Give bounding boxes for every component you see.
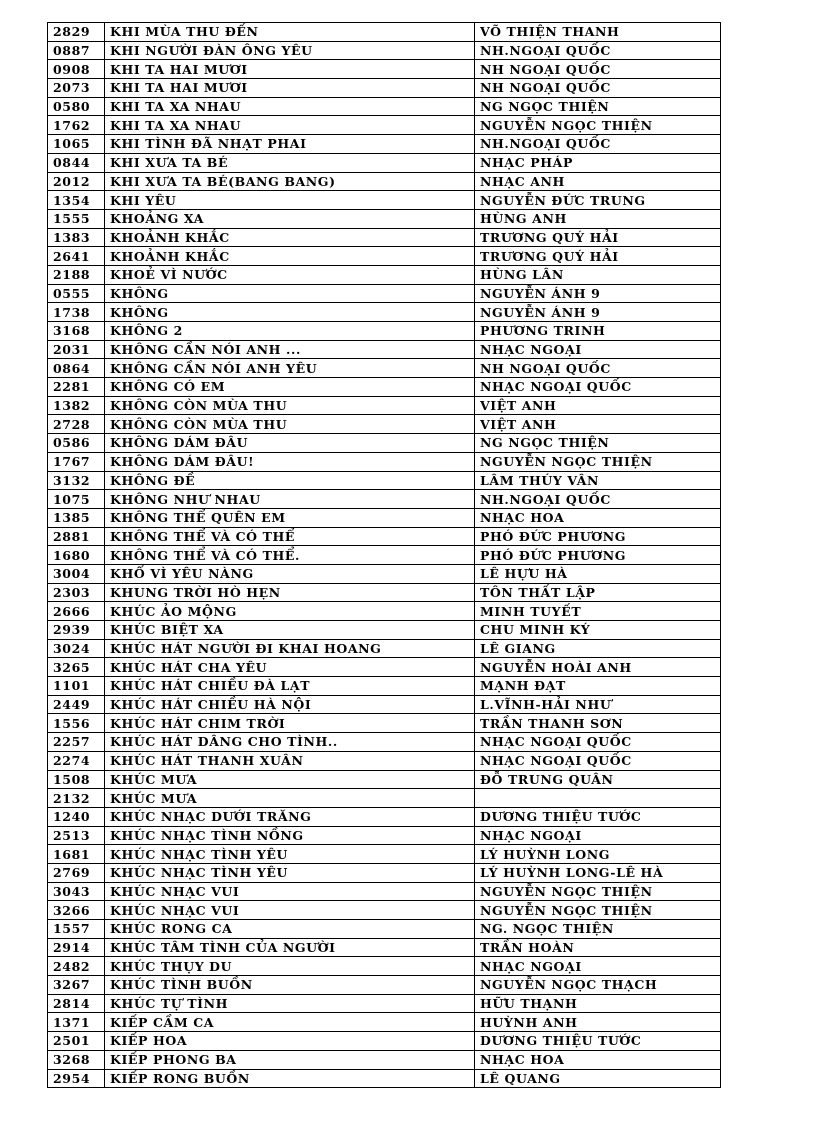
- song-artist-cell: DƯƠNG THIỆU TƯỚC: [475, 1032, 721, 1051]
- song-artist-cell: NG. NGỌC THIỆN: [475, 920, 721, 939]
- song-code-cell: 0844: [48, 153, 105, 172]
- table-row: [48, 639, 721, 658]
- table-row: [48, 583, 721, 602]
- song-code-cell: 3268: [48, 1050, 105, 1069]
- table-row: [48, 1032, 721, 1051]
- song-code-cell: 2513: [48, 826, 105, 845]
- song-title-cell: KHÔNG THỂ VÀ CÓ THỂ.: [105, 546, 475, 565]
- song-title-cell: KHÔNG NHƯ NHAU: [105, 490, 475, 509]
- song-title-cell: KHÔNG CẦN NÓI ANH ...: [105, 340, 475, 359]
- song-title-cell: KHOẢNG XA: [105, 209, 475, 228]
- song-code-cell: 0586: [48, 434, 105, 453]
- song-code-cell: 1065: [48, 135, 105, 154]
- song-title-cell: KHUNG TRỜI HÒ HẸN: [105, 583, 475, 602]
- table-row: [48, 957, 721, 976]
- table-row: [48, 396, 721, 415]
- song-artist-cell: NH.NGOẠI QUỐC: [475, 490, 721, 509]
- song-code-cell: 1508: [48, 770, 105, 789]
- song-title-cell: KHỔ VÌ YÊU NÀNG: [105, 564, 475, 583]
- song-artist-cell: CHU MINH KÝ: [475, 621, 721, 640]
- song-artist-cell: TRẦN THANH SƠN: [475, 714, 721, 733]
- song-artist-cell: NGUYỄN ÁNH 9: [475, 303, 721, 322]
- song-artist-cell: NGUYỄN NGỌC THIỆN: [475, 452, 721, 471]
- song-artist-cell: NH.NGOẠI QUỐC: [475, 41, 721, 60]
- table-row: [48, 845, 721, 864]
- table-row: [48, 920, 721, 939]
- song-artist-cell: LÊ QUANG: [475, 1069, 721, 1088]
- song-code-cell: 2449: [48, 695, 105, 714]
- song-code-cell: 1383: [48, 228, 105, 247]
- table-row: [48, 322, 721, 341]
- song-title-cell: KHI TA HAI MƯƠI: [105, 79, 475, 98]
- table-row: [48, 714, 721, 733]
- song-artist-cell: DƯƠNG THIỆU TƯỚC: [475, 807, 721, 826]
- table-row: [48, 209, 721, 228]
- table-row: [48, 79, 721, 98]
- song-artist-cell: PHƯƠNG TRINH: [475, 322, 721, 341]
- table-row: [48, 359, 721, 378]
- table-row: [48, 807, 721, 826]
- song-code-cell: 1557: [48, 920, 105, 939]
- song-title-cell: KHÚC HÁT THANH XUÂN: [105, 751, 475, 770]
- table-row: [48, 621, 721, 640]
- song-code-cell: 2012: [48, 172, 105, 191]
- song-artist-cell: MINH TUYẾT: [475, 602, 721, 621]
- song-artist-cell: NHẠC NGOẠI: [475, 826, 721, 845]
- song-artist-cell: NHẠC ANH: [475, 172, 721, 191]
- song-artist-cell: ĐỖ TRUNG QUÂN: [475, 770, 721, 789]
- table-row: [48, 490, 721, 509]
- song-title-cell: KHÚC NHẠC DƯỚI TRĂNG: [105, 807, 475, 826]
- song-title-cell: KIẾP HOA: [105, 1032, 475, 1051]
- table-row: [48, 1013, 721, 1032]
- table-row: [48, 434, 721, 453]
- table-row: [48, 695, 721, 714]
- table-row: [48, 733, 721, 752]
- table-row: [48, 247, 721, 266]
- song-artist-cell: NH NGOẠI QUỐC: [475, 79, 721, 98]
- song-title-cell: KHI MÙA THU ĐẾN: [105, 23, 475, 42]
- song-list-table: [47, 22, 721, 1088]
- song-title-cell: KHÔNG CÓ EM: [105, 378, 475, 397]
- song-code-cell: 1767: [48, 452, 105, 471]
- song-artist-cell: TRƯƠNG QUÝ HẢI: [475, 228, 721, 247]
- song-list-body: [48, 23, 721, 1088]
- song-code-cell: 3168: [48, 322, 105, 341]
- song-artist-cell: PHÓ ĐỨC PHƯƠNG: [475, 527, 721, 546]
- song-title-cell: KHÚC NHẠC VUI: [105, 901, 475, 920]
- table-row: [48, 415, 721, 434]
- song-title-cell: KHOẢNH KHẮC: [105, 228, 475, 247]
- song-title-cell: KHÔNG CẦN NÓI ANH YÊU: [105, 359, 475, 378]
- table-row: [48, 378, 721, 397]
- table-row: [48, 508, 721, 527]
- song-title-cell: KHI XƯA TA BÉ: [105, 153, 475, 172]
- table-row: [48, 901, 721, 920]
- table-row: [48, 826, 721, 845]
- song-artist-cell: VIỆT ANH: [475, 396, 721, 415]
- song-title-cell: KHÚC NHẠC VUI: [105, 882, 475, 901]
- table-row: [48, 564, 721, 583]
- song-code-cell: 1681: [48, 845, 105, 864]
- song-artist-cell: MẠNH ĐẠT: [475, 677, 721, 696]
- song-title-cell: KHÚC NHẠC TÌNH YÊU: [105, 845, 475, 864]
- song-artist-cell: NH NGOẠI QUỐC: [475, 60, 721, 79]
- table-row: [48, 770, 721, 789]
- song-title-cell: KHI TA XA NHAU: [105, 116, 475, 135]
- song-code-cell: 0864: [48, 359, 105, 378]
- song-title-cell: KIẾP RONG BUỒN: [105, 1069, 475, 1088]
- song-code-cell: 1354: [48, 191, 105, 210]
- song-artist-cell: NHẠC NGOẠI: [475, 340, 721, 359]
- table-row: [48, 546, 721, 565]
- table-row: [48, 1050, 721, 1069]
- song-artist-cell: LÝ HUỲNH LONG: [475, 845, 721, 864]
- table-row: [48, 602, 721, 621]
- table-row: [48, 153, 721, 172]
- song-artist-cell: NG NGỌC THIỆN: [475, 97, 721, 116]
- table-row: [48, 228, 721, 247]
- song-code-cell: 1240: [48, 807, 105, 826]
- song-title-cell: KHÔNG THỂ QUÊN EM: [105, 508, 475, 527]
- table-row: [48, 976, 721, 995]
- song-code-cell: 2881: [48, 527, 105, 546]
- song-artist-cell: NGUYỄN ĐỨC TRUNG: [475, 191, 721, 210]
- song-title-cell: KIẾP CẦM CA: [105, 1013, 475, 1032]
- table-row: [48, 1069, 721, 1088]
- song-code-cell: 1382: [48, 396, 105, 415]
- song-title-cell: KHÚC HÁT NGƯỜI ĐI KHAI HOANG: [105, 639, 475, 658]
- song-title-cell: KHÔNG DÁM ĐÂU: [105, 434, 475, 453]
- song-code-cell: 2954: [48, 1069, 105, 1088]
- song-artist-cell: NHẠC PHÁP: [475, 153, 721, 172]
- song-artist-cell: L.VĨNH-HẢI NHƯ: [475, 695, 721, 714]
- song-title-cell: KHÔNG DÁM ĐÂU!: [105, 452, 475, 471]
- song-code-cell: 3004: [48, 564, 105, 583]
- song-title-cell: KHÚC HÁT CHA YÊU: [105, 658, 475, 677]
- song-artist-cell: NHẠC NGOẠI QUỐC: [475, 751, 721, 770]
- table-row: [48, 751, 721, 770]
- song-title-cell: KHI NGƯỜI ĐÀN ÔNG YÊU: [105, 41, 475, 60]
- table-row: [48, 172, 721, 191]
- song-artist-cell: NHẠC NGOẠI: [475, 957, 721, 976]
- song-artist-cell: HỮU THẠNH: [475, 994, 721, 1013]
- song-code-cell: 2482: [48, 957, 105, 976]
- song-artist-cell: LÊ GIANG: [475, 639, 721, 658]
- table-row: [48, 863, 721, 882]
- table-row: [48, 994, 721, 1013]
- song-title-cell: KHOẢNH KHẮC: [105, 247, 475, 266]
- song-title-cell: KHÚC BIỆT XA: [105, 621, 475, 640]
- song-code-cell: 2303: [48, 583, 105, 602]
- song-title-cell: KHÔNG THỂ VÀ CÓ THỂ: [105, 527, 475, 546]
- song-artist-cell: PHÓ ĐỨC PHƯƠNG: [475, 546, 721, 565]
- song-title-cell: KHÚC HÁT CHIM TRỜI: [105, 714, 475, 733]
- song-artist-cell: NGUYỄN NGỌC THIỆN: [475, 882, 721, 901]
- song-artist-cell: NH NGOẠI QUỐC: [475, 359, 721, 378]
- song-code-cell: 2641: [48, 247, 105, 266]
- song-code-cell: 2073: [48, 79, 105, 98]
- song-code-cell: 2829: [48, 23, 105, 42]
- song-code-cell: 2769: [48, 863, 105, 882]
- song-title-cell: KHI TA XA NHAU: [105, 97, 475, 116]
- table-row: [48, 191, 721, 210]
- song-title-cell: KHI TA HAI MƯƠI: [105, 60, 475, 79]
- song-code-cell: 2031: [48, 340, 105, 359]
- song-title-cell: KHÚC TỰ TÌNH: [105, 994, 475, 1013]
- song-artist-cell: LÊ HỰU HÀ: [475, 564, 721, 583]
- table-row: [48, 116, 721, 135]
- song-artist-cell: NGUYỄN NGỌC THIỆN: [475, 116, 721, 135]
- song-code-cell: 0555: [48, 284, 105, 303]
- table-row: [48, 471, 721, 490]
- song-title-cell: KHÚC MƯA: [105, 770, 475, 789]
- song-artist-cell: NGUYỄN HOÀI ANH: [475, 658, 721, 677]
- song-title-cell: KHI YÊU: [105, 191, 475, 210]
- song-title-cell: KHÚC THỤY DU: [105, 957, 475, 976]
- table-row: [48, 677, 721, 696]
- song-artist-cell: NH.NGOẠI QUỐC: [475, 135, 721, 154]
- table-row: [48, 340, 721, 359]
- song-code-cell: 1371: [48, 1013, 105, 1032]
- song-title-cell: KHOẺ VÌ NƯỚC: [105, 265, 475, 284]
- table-row: [48, 938, 721, 957]
- song-code-cell: 0908: [48, 60, 105, 79]
- table-row: [48, 135, 721, 154]
- song-code-cell: 1762: [48, 116, 105, 135]
- song-code-cell: 1385: [48, 508, 105, 527]
- song-code-cell: 2814: [48, 994, 105, 1013]
- song-title-cell: KHÔNG ĐỀ: [105, 471, 475, 490]
- song-artist-cell: [475, 789, 721, 808]
- song-artist-cell: NGUYỄN NGỌC THIỆN: [475, 901, 721, 920]
- song-artist-cell: NHẠC HOA: [475, 1050, 721, 1069]
- song-title-cell: KHÚC TÂM TÌNH CỦA NGƯỜI: [105, 938, 475, 957]
- song-code-cell: 2728: [48, 415, 105, 434]
- song-code-cell: 1555: [48, 209, 105, 228]
- song-code-cell: 3266: [48, 901, 105, 920]
- song-code-cell: 3265: [48, 658, 105, 677]
- song-artist-cell: NGUYỄN NGỌC THẠCH: [475, 976, 721, 995]
- song-title-cell: KHÚC MƯA: [105, 789, 475, 808]
- song-code-cell: 2501: [48, 1032, 105, 1051]
- song-title-cell: KHÔNG 2: [105, 322, 475, 341]
- song-title-cell: KHÔNG CÒN MÙA THU: [105, 415, 475, 434]
- song-code-cell: 2939: [48, 621, 105, 640]
- song-title-cell: KHÚC HÁT CHIỀU ĐÀ LẠT: [105, 677, 475, 696]
- song-title-cell: KHÚC NHẠC TÌNH YÊU: [105, 863, 475, 882]
- song-title-cell: KIẾP PHONG BA: [105, 1050, 475, 1069]
- song-title-cell: KHÔNG CÒN MÙA THU: [105, 396, 475, 415]
- song-code-cell: 1556: [48, 714, 105, 733]
- song-code-cell: 2274: [48, 751, 105, 770]
- song-code-cell: 2914: [48, 938, 105, 957]
- song-artist-cell: NHẠC NGOẠI QUỐC: [475, 378, 721, 397]
- song-artist-cell: TRẦN HOÀN: [475, 938, 721, 957]
- song-code-cell: 2188: [48, 265, 105, 284]
- table-row: [48, 658, 721, 677]
- song-code-cell: 3043: [48, 882, 105, 901]
- table-row: [48, 882, 721, 901]
- song-code-cell: 1738: [48, 303, 105, 322]
- song-code-cell: 3132: [48, 471, 105, 490]
- song-code-cell: 0887: [48, 41, 105, 60]
- table-row: [48, 789, 721, 808]
- song-title-cell: KHI TÌNH ĐÃ NHẠT PHAI: [105, 135, 475, 154]
- song-code-cell: 2257: [48, 733, 105, 752]
- song-artist-cell: NHẠC HOA: [475, 508, 721, 527]
- song-code-cell: 2281: [48, 378, 105, 397]
- table-row: [48, 41, 721, 60]
- table-row: [48, 265, 721, 284]
- table-row: [48, 303, 721, 322]
- song-code-cell: 0580: [48, 97, 105, 116]
- song-code-cell: 3024: [48, 639, 105, 658]
- song-artist-cell: HUỲNH ANH: [475, 1013, 721, 1032]
- song-title-cell: KHÚC HÁT DÂNG CHO TÌNH..: [105, 733, 475, 752]
- song-artist-cell: VÕ THIỆN THANH: [475, 23, 721, 42]
- song-code-cell: 1075: [48, 490, 105, 509]
- song-artist-cell: HÙNG ANH: [475, 209, 721, 228]
- song-title-cell: KHÔNG: [105, 303, 475, 322]
- song-code-cell: 2666: [48, 602, 105, 621]
- song-artist-cell: LÝ HUỲNH LONG-LÊ HÀ: [475, 863, 721, 882]
- table-row: [48, 60, 721, 79]
- song-artist-cell: TÔN THẤT LẬP: [475, 583, 721, 602]
- song-code-cell: 2132: [48, 789, 105, 808]
- song-title-cell: KHÚC RONG CA: [105, 920, 475, 939]
- song-artist-cell: NHẠC NGOẠI QUỐC: [475, 733, 721, 752]
- table-row: [48, 97, 721, 116]
- song-code-cell: 1680: [48, 546, 105, 565]
- song-artist-cell: VIỆT ANH: [475, 415, 721, 434]
- song-title-cell: KHÚC HÁT CHIỀU HÀ NỘI: [105, 695, 475, 714]
- song-code-cell: 3267: [48, 976, 105, 995]
- table-row: [48, 284, 721, 303]
- song-title-cell: KHÚC NHẠC TÌNH NỒNG: [105, 826, 475, 845]
- song-code-cell: 1101: [48, 677, 105, 696]
- song-artist-cell: NGUYỄN ÁNH 9: [475, 284, 721, 303]
- song-artist-cell: NG NGỌC THIỆN: [475, 434, 721, 453]
- song-title-cell: KHÚC ẢO MỘNG: [105, 602, 475, 621]
- table-row: [48, 527, 721, 546]
- song-artist-cell: HÙNG LÂN: [475, 265, 721, 284]
- song-artist-cell: TRƯƠNG QUÝ HẢI: [475, 247, 721, 266]
- song-title-cell: KHÔNG: [105, 284, 475, 303]
- song-artist-cell: LÂM THÚY VÂN: [475, 471, 721, 490]
- song-title-cell: KHÚC TÌNH BUỒN: [105, 976, 475, 995]
- table-row: [48, 452, 721, 471]
- table-row: [48, 23, 721, 42]
- song-title-cell: KHI XƯA TA BÉ(BANG BANG): [105, 172, 475, 191]
